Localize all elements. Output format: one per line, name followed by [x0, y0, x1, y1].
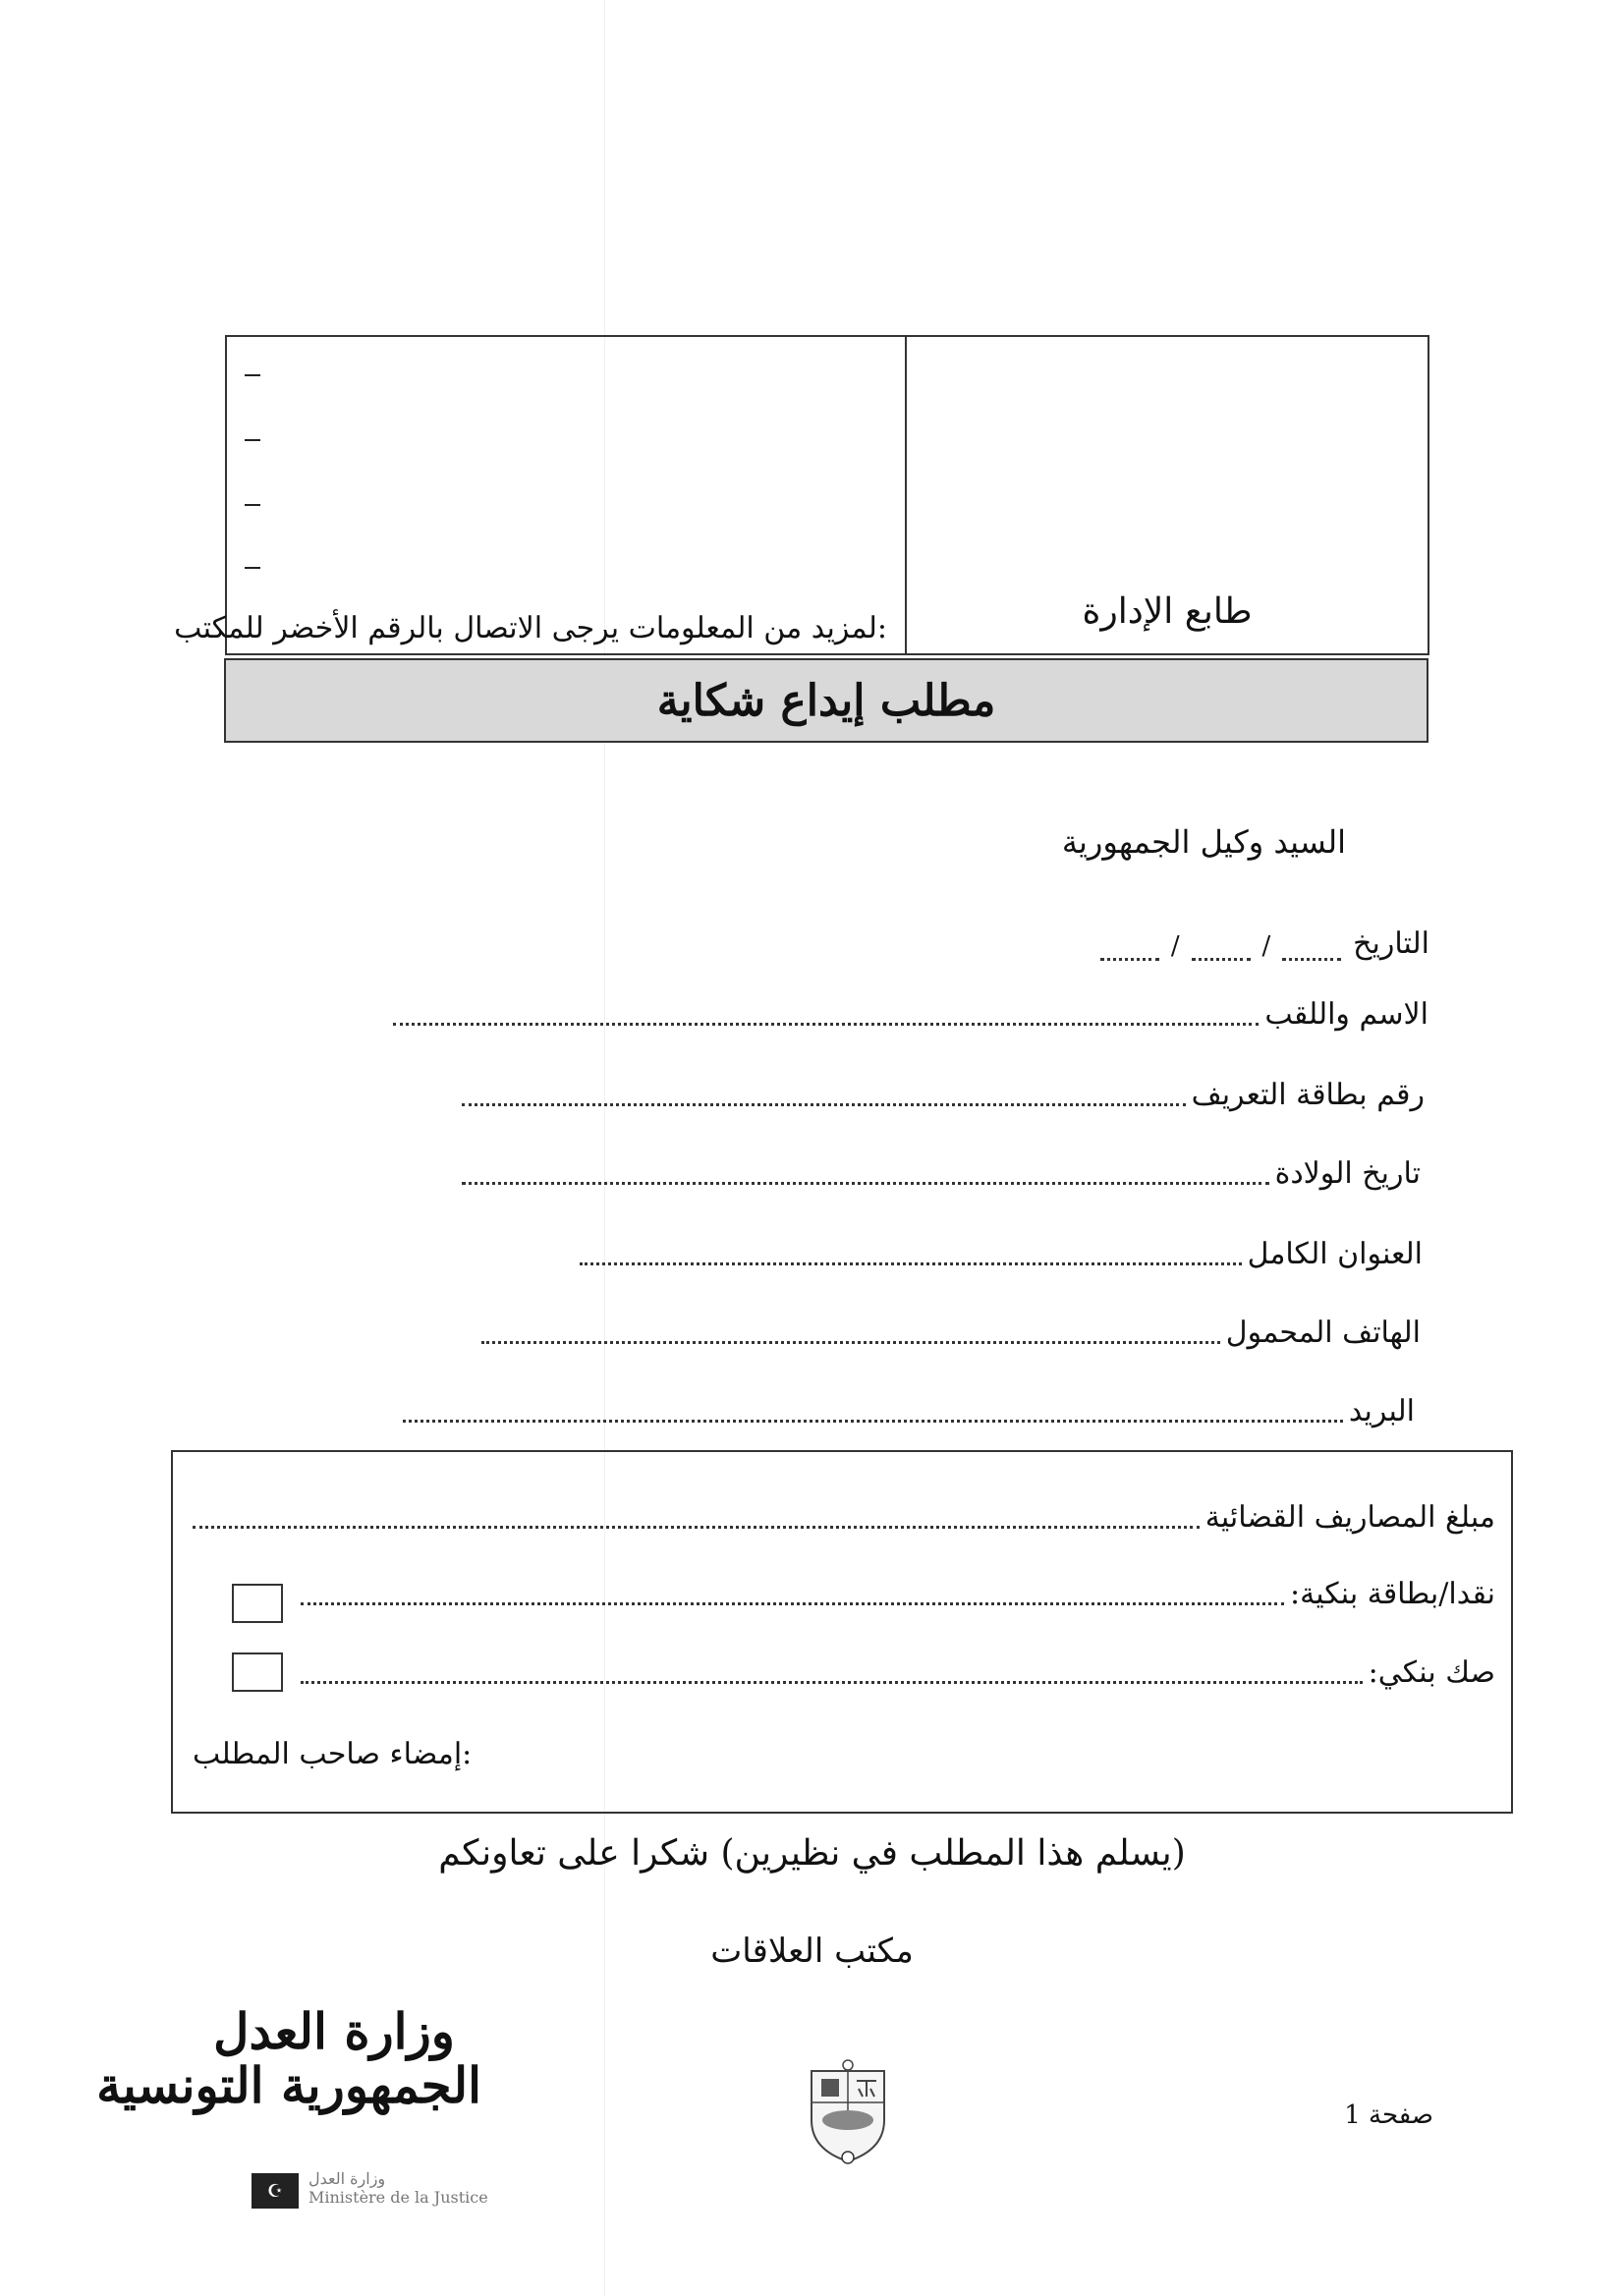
ministry-logo [96, 2002, 481, 2114]
header-info-panel [174, 337, 907, 653]
info-dash [245, 439, 260, 441]
date-year[interactable] [1100, 930, 1159, 961]
signature-label: :إمضاء صاحب المطلب [193, 1737, 473, 1771]
date-day[interactable] [1282, 930, 1341, 961]
page-number: صفحة 1 [1344, 2100, 1433, 2130]
payment-amount[interactable] [193, 1485, 1495, 1535]
payment-option-cash[interactable] [301, 1562, 1495, 1611]
field-input-line[interactable] [193, 1514, 1200, 1529]
payment-cash-checkbox[interactable] [232, 1584, 283, 1623]
field-address[interactable] [580, 1222, 1423, 1271]
field-label: الاسم واللقب [1264, 997, 1428, 1032]
form-title: مطلب إيداع شكاية [224, 658, 1428, 743]
field-input-line[interactable] [462, 1092, 1186, 1106]
stamp-panel [907, 337, 1428, 653]
recipient: السيد وكيل الجمهورية [1061, 823, 1346, 861]
info-dash [245, 504, 260, 506]
field-input-line[interactable] [301, 1591, 1284, 1605]
field-label: العنوان الكامل [1247, 1237, 1423, 1271]
payment-header: مبلغ المصاريف القضائية [1204, 1500, 1495, 1535]
payment-section [171, 1450, 1513, 1814]
logo-line-2: الجمهورية التونسية [96, 2056, 481, 2114]
logo-sub-fr: Ministère de la Justice [308, 2188, 488, 2208]
date-label: التاريخ [1353, 926, 1429, 961]
info-dash [245, 567, 260, 569]
field-label: تاريخ الولادة [1274, 1156, 1421, 1191]
footer-note: (يسلم هذا المطلب في نظيرين) شكرا على تعاونكم [438, 1833, 1186, 1874]
field-label: الهاتف المحمول [1225, 1316, 1421, 1350]
field-id-number[interactable] [462, 1063, 1425, 1112]
payment-cheque-checkbox[interactable] [232, 1652, 283, 1692]
logo-sub-ar: وزارة العدل [308, 2169, 386, 2188]
footer-office: مكتب العلاقات [710, 1932, 914, 1971]
date-month[interactable] [1192, 930, 1251, 961]
date-field[interactable]: التاريخ / / [1100, 902, 1429, 961]
field-input-line[interactable] [301, 1669, 1363, 1684]
logo-line-1: وزارة العدل [213, 2002, 455, 2060]
emblem-icon [806, 2059, 890, 2167]
field-full-name[interactable] [393, 982, 1428, 1032]
field-label: رقم بطاقة التعريف [1191, 1078, 1425, 1112]
payment-option-cheque[interactable] [301, 1641, 1495, 1690]
header-note: :لمزيد من المعلومات يرجى الاتصال بالرقم الأخضر للمكتب [174, 611, 887, 645]
field-input-line[interactable] [481, 1329, 1220, 1344]
tunisia-flag-icon: ☪ [252, 2173, 299, 2209]
field-birth-date[interactable] [462, 1142, 1421, 1191]
field-input-line[interactable] [393, 1011, 1259, 1026]
payment-option-label: صك بنكي: [1368, 1655, 1495, 1690]
field-mobile[interactable] [481, 1301, 1421, 1350]
field-input-line[interactable] [462, 1170, 1269, 1185]
stamp-label: طابع الإدارة [1082, 591, 1253, 632]
header-box [174, 335, 1429, 655]
payment-option-label: نقدا/بطاقة بنكية: [1290, 1577, 1495, 1611]
field-label: البريد [1348, 1394, 1415, 1428]
republic-emblem [806, 2059, 890, 2167]
field-email[interactable] [403, 1379, 1415, 1428]
field-input-line[interactable] [580, 1251, 1242, 1265]
info-dash [245, 374, 260, 376]
field-input-line[interactable] [403, 1408, 1343, 1423]
logo-subtitle [308, 2169, 488, 2207]
